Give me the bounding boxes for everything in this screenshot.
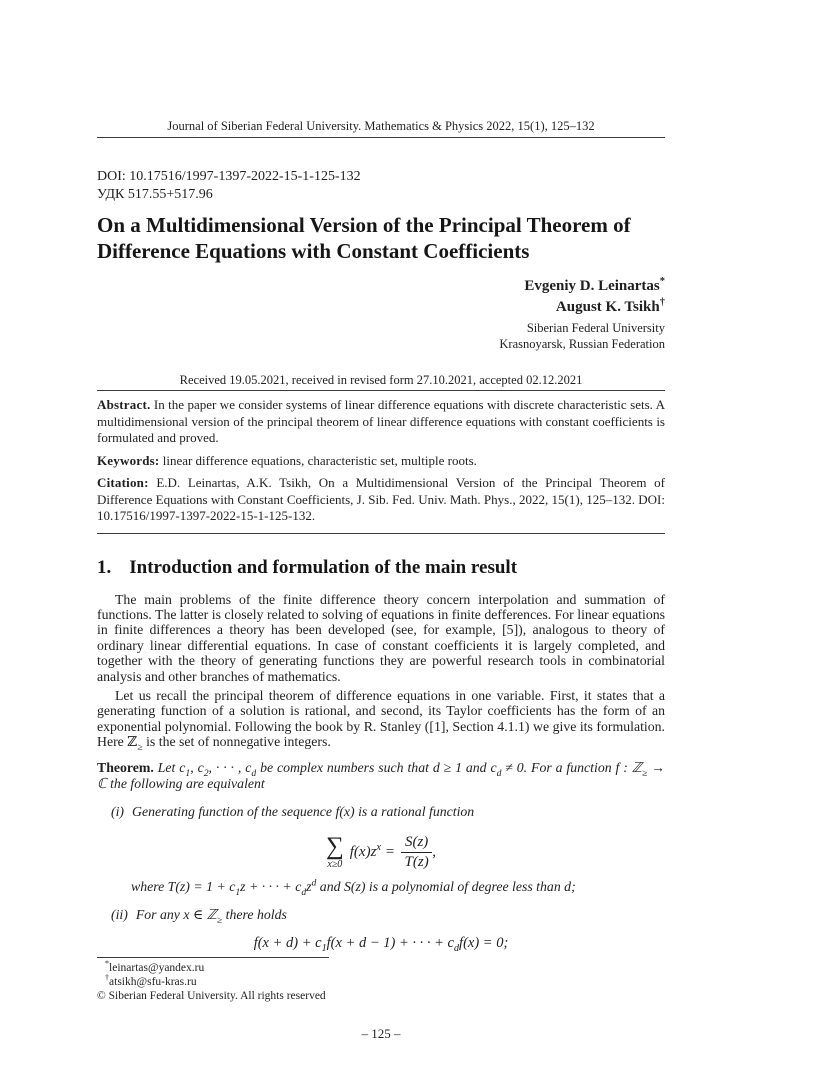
footnote-email: *leinartas@yandex.ru	[105, 959, 205, 974]
theorem-item-i	[111, 804, 665, 820]
author-footnote-mark: *	[659, 276, 665, 287]
author-name-text: Evgeniy D. Leinartas	[524, 278, 660, 294]
formula-trailing-comma: ,	[432, 843, 437, 860]
fraction	[401, 834, 432, 871]
affiliation-block	[97, 320, 665, 352]
header-rule	[97, 137, 665, 138]
author-block	[97, 276, 665, 318]
paragraph: Let us recall the principal theorem of difference equations in one variable. First, it states that a generating function of a solution is rational, and second, its Taylor coefficients has the form of an exponential polynomial. Following the book by R. Stanley ([1], Section 4.1.1) we give its formulation. Here ℤ$_\ge$ is the set of nonnegative integers.	[97, 687, 665, 753]
section-title: Introduction and formulation of the main result	[129, 556, 518, 578]
udk-line: УДК 517.55+517.96	[97, 187, 213, 202]
section-heading	[97, 556, 665, 580]
recurrence-formula: $f(x + d) + c_1f(x + d - 1)$ + · · · + $c_df(x) = 0$;	[253, 934, 509, 954]
abstract-label: Abstract.	[97, 397, 151, 412]
citation-label: Citation:	[97, 475, 149, 490]
author-name-text: August K. Tsikh	[555, 299, 660, 315]
citation-text: E.D. Leinartas, A.K. Tsikh, On a Multidimensional Version of the Principal Theorem of Difference Equations with Constant Coefficients, J. Sib. Fed. Univ. Math. Phys., 2022, 15(1), 125–132. DOI: 10.17516/1997-1397-2022-15-1-125-132.	[97, 475, 665, 523]
affiliation-line: Krasnoyarsk, Russian Federation	[499, 337, 665, 351]
summation-symbol	[325, 832, 344, 870]
paper-title: On a Multidimensional Version of the Principal Theorem of Difference Equations with Constant Coefficients	[97, 213, 631, 263]
footnote-rule	[97, 957, 329, 958]
footnotes	[97, 957, 665, 1003]
running-head: Journal of Siberian Federal University. Mathematics & Physics 2022, 15(1), 125–132	[167, 119, 595, 133]
item-label: (i)	[111, 803, 125, 819]
paragraph: The main problems of the finite difference theory concern interpolation and summation of functions. The latter is closely related to solving of equations in finite defferences. For linear equations in finite differences a theory has been developed (see, for example, [5]), analogous to theory of ordinary linear differential equations. In case of constant coefficients it is largely completed, and together with the theory of generating functions they are powerful research tools in combinatorial analysis and other branches of mathematics.	[97, 591, 665, 684]
received-line: Received 19.05.2021, received in revised form 27.10.2021, accepted 02.12.2021	[179, 373, 583, 387]
page-number: – 125 –	[361, 1026, 401, 1041]
section-number: 1.	[97, 556, 112, 578]
author-footnote-mark: †	[659, 297, 665, 308]
theorem-item-ii	[111, 906, 665, 926]
citation	[97, 475, 665, 525]
theorem-label: Theorem.	[97, 759, 154, 775]
sigma-glyph: ∑	[325, 832, 344, 860]
item-label: (ii)	[111, 906, 128, 922]
abstract	[97, 397, 665, 447]
item-text: Generating function of the sequence f(x) is a rational function	[132, 803, 475, 819]
theorem	[97, 760, 665, 792]
footnote-email: †atsikh@sfu-kras.ru	[105, 973, 197, 988]
where-clause: where $T(z) = 1 + c_1z$ + · · · + $c_dz^d$ and S(z) is a polynomial of degree less than d;	[131, 876, 576, 898]
fraction-denominator: T(z)	[404, 853, 429, 870]
abstract-bottom-rule	[97, 533, 665, 534]
abstract-top-rule	[97, 390, 665, 391]
author-name	[97, 276, 665, 297]
keywords-label: Keywords:	[97, 452, 160, 468]
formula-lhs: $f(x)z^x$ =	[349, 841, 395, 860]
author-name	[97, 297, 665, 318]
abstract-text: In the paper we consider systems of linear difference equations with discrete characteristic sets. A multidimensional version of the principal theorem of linear difference equations with constant coefficients is formulated and proved.	[97, 397, 665, 445]
copyright-line: © Siberian Federal University. All rights reserved	[97, 990, 326, 1002]
keywords-text: linear difference equations, characteristic set, multiple roots.	[162, 452, 477, 468]
affiliation-line: Siberian Federal University	[526, 321, 665, 335]
summation-limits: x≥0	[327, 858, 343, 870]
fraction-numerator: S(z)	[401, 834, 432, 853]
item-text: For any x ∈ ℤ$_\ge$ there holds	[135, 906, 287, 926]
generating-function-formula	[97, 834, 665, 871]
theorem-body: Let $c_1$, $c_2$, · · · , $c_d$ be complex numbers such that d ≥ 1 and $c_d \ne 0$. For a function f : ℤ$_\ge$ → ℂ the following are equivalent	[97, 759, 666, 791]
keywords	[97, 453, 665, 470]
doi-line: DOI: 10.17516/1997-1397-2022-15-1-125-132	[97, 169, 361, 184]
